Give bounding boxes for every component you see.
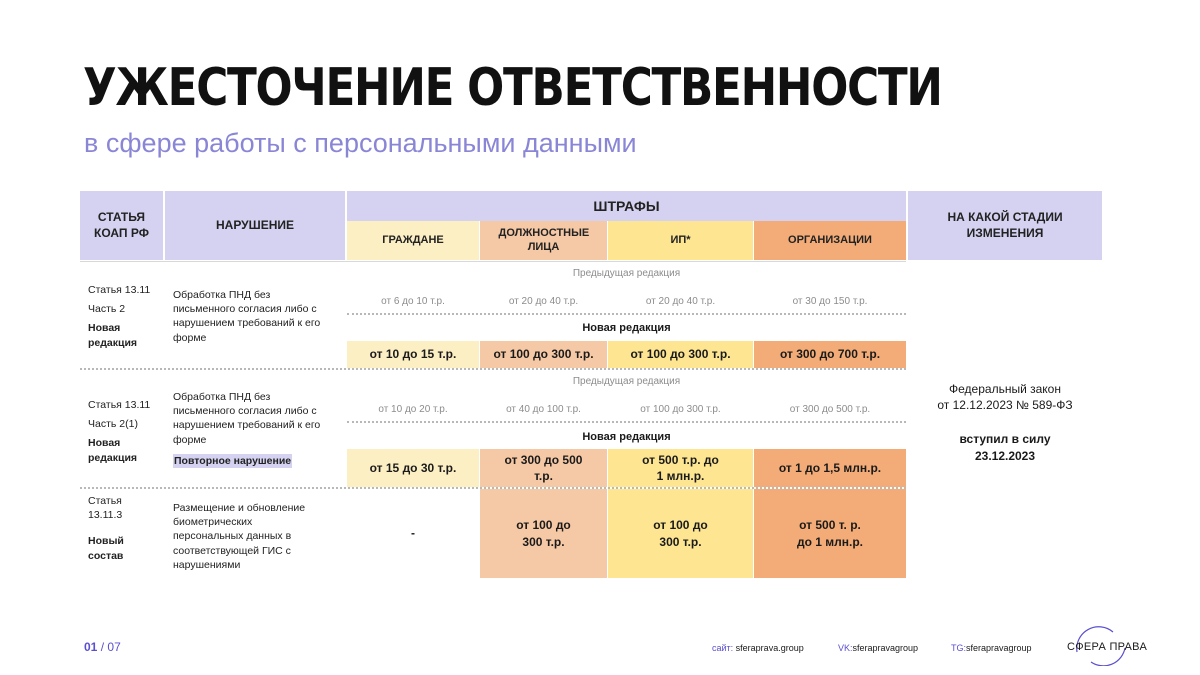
row3-new-orgs: от 500 т. р. до 1 млн.р. xyxy=(754,489,906,578)
page-title: УЖЕСТОЧЕНИЕ ОТВЕТСТВЕННОСТИ xyxy=(83,58,942,118)
row1-new-label: Новая редакция xyxy=(582,322,671,334)
row2-prev-label: Предыдущая редакция xyxy=(572,376,681,387)
row-divider xyxy=(80,261,906,262)
row2-prev-ip: от 100 до 300 т.р. xyxy=(640,404,721,415)
row2-inner-divider xyxy=(347,421,906,423)
row3-new-officials: от 100 до 300 т.р. xyxy=(480,489,607,578)
row2-prev-citizens: от 10 до 20 т.р. xyxy=(378,404,448,415)
row1-prev-orgs: от 30 до 150 т.р. xyxy=(792,296,868,307)
footer-site-link[interactable]: сайт: sferaprava.group xyxy=(712,643,804,653)
page-subtitle: в сфере работы с персональными данными xyxy=(84,128,637,158)
row1-new-citizens: от 10 до 15 т.р. xyxy=(347,341,479,368)
row2-new-orgs: от 1 до 1,5 млн.р. xyxy=(754,449,906,487)
row1-new-officials: от 100 до 300 т.р. xyxy=(480,341,607,368)
row2-new-officials: от 300 до 500 т.р. xyxy=(480,449,607,487)
row1-prev-label: Предыдущая редакция xyxy=(572,268,681,279)
col-header-citizens: ГРАЖДАНЕ xyxy=(347,221,479,260)
row2-new-citizens: от 15 до 30 т.р. xyxy=(347,449,479,487)
header-article: СТАТЬЯ КОАП РФ xyxy=(80,191,163,260)
row3-article: Статья 13.11.3 Новый состав xyxy=(88,495,124,562)
col-header-ip: ИП* xyxy=(608,221,753,260)
row1-new-ip: от 100 до 300 т.р. xyxy=(608,341,753,368)
row-divider xyxy=(80,368,906,370)
row3-new-citizens: - xyxy=(411,526,415,541)
row2-new-ip: от 500 т.р. до 1 млн.р. xyxy=(608,449,753,487)
col-header-orgs: ОРГАНИЗАЦИИ xyxy=(754,221,906,260)
header-fines: ШТРАФЫ xyxy=(347,191,906,221)
row1-article: Статья 13.11 Часть 2 Новая редакция xyxy=(88,284,151,349)
row1-prev-citizens: от 6 до 10 т.р. xyxy=(381,296,445,307)
row2-prev-orgs: от 300 до 500 т.р. xyxy=(789,404,871,415)
header-violation: НАРУШЕНИЕ xyxy=(165,191,345,260)
row1-new-orgs: от 300 до 700 т.р. xyxy=(754,341,906,368)
row1-violation: Обработка ПНД без письменного согласия либо с нарушением требований к его форме xyxy=(173,289,321,344)
col-header-officials: ДОЛЖНОСТНЫЕ ЛИЦА xyxy=(480,221,607,260)
brand-logo: СФЕРА ПРАВА xyxy=(1063,626,1153,666)
page-counter: 01 / 07 xyxy=(84,640,121,654)
row2-article: Статья 13.11 Часть 2(1) Новая редакция xyxy=(88,399,151,464)
row3-violation: Размещение и обновление биометрических персональных данных в соответствующей ГИС с нарушениями xyxy=(173,502,306,571)
header-stage: НА КАКОЙ СТАДИИ ИЗМЕНЕНИЯ xyxy=(908,191,1102,260)
row2-new-label: Новая редакция xyxy=(582,431,671,443)
row1-prev-officials: от 20 до 40 т.р. xyxy=(508,296,579,307)
row3-new-ip: от 100 до 300 т.р. xyxy=(608,489,753,578)
stage-info: Федеральный закон от 12.12.2023 № 589-ФЗ вступил в силу 23.12.2023 xyxy=(937,382,1073,463)
row1-inner-divider xyxy=(347,313,906,315)
row2-prev-officials: от 40 до 100 т.р. xyxy=(506,404,581,415)
repeat-violation-tag: Повторное нарушение xyxy=(174,454,292,467)
row2-violation: Обработка ПНД без письменного согласия либо с нарушением требований к его форме Повторное нарушение xyxy=(173,391,321,467)
footer-vk-link[interactable]: VK:sferapravagroup xyxy=(838,643,919,653)
row1-prev-ip: от 20 до 40 т.р. xyxy=(645,296,716,307)
footer-tg-link[interactable]: TG:sferapravagroup xyxy=(951,643,1032,653)
